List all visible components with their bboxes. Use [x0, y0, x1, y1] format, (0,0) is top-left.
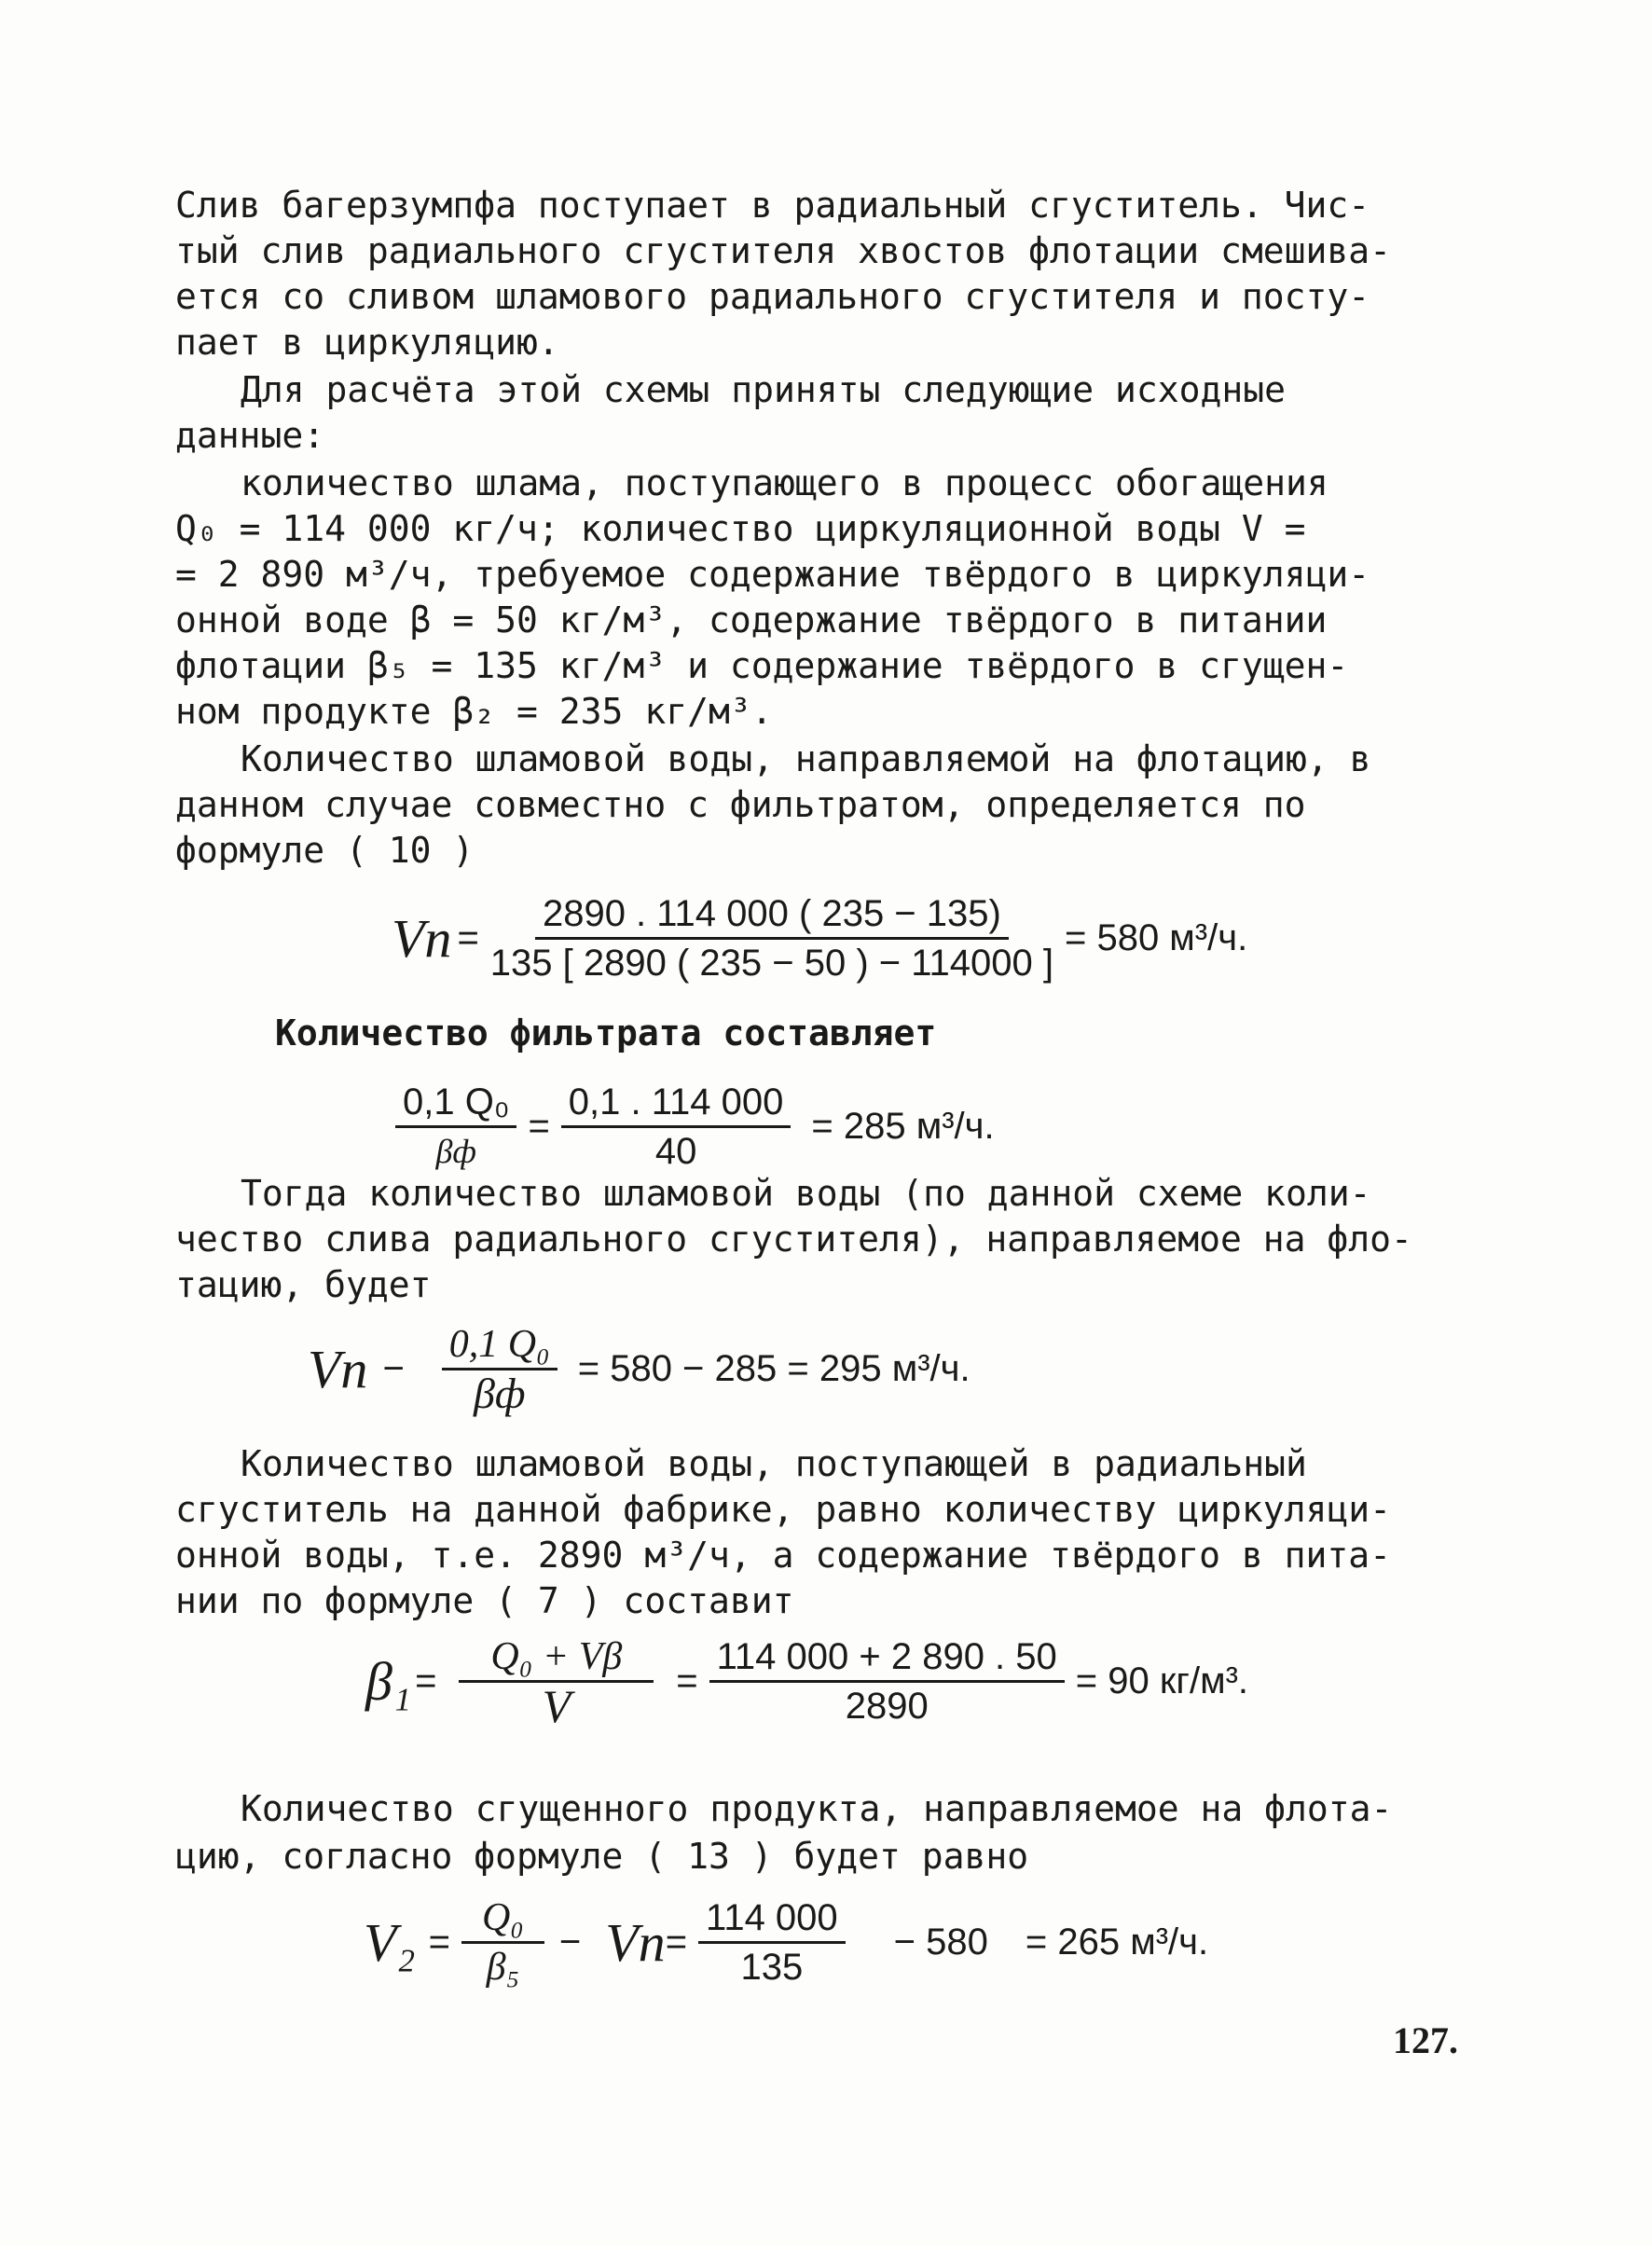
minus-sign: − — [382, 1348, 405, 1389]
text-line: ется со сливом шламового радиального сгустителя и посту- — [175, 276, 1370, 317]
text-line: = 2 890 м³/ч, требуемое содержание твёрдого в циркуляци- — [175, 554, 1370, 595]
page-number: 127. — [1393, 2019, 1458, 2061]
text-line: количество шлама, поступающего в процесс обогащения — [241, 462, 1328, 503]
text-line: пает в циркуляцию. — [175, 322, 559, 363]
fraction — [561, 1081, 792, 1172]
text-line: чество слива радиального сгустителя), направляемое на фло- — [175, 1219, 1412, 1260]
equals-sign: = — [415, 1660, 437, 1701]
equals-sign: = — [457, 917, 479, 958]
text-line: Количество шламовой воды, направляемой на флотацию, в — [241, 738, 1371, 779]
equals-sign: = — [676, 1660, 698, 1701]
text-line: Q₀ = 114 000 кг/ч; количество циркуляционной воды V = — [175, 508, 1306, 549]
text-line: тацию, будет — [175, 1264, 432, 1305]
numerator: 114 000 + 2 890 . 50 — [709, 1636, 1065, 1683]
formula-result: = 580 м³/ч. — [1064, 917, 1248, 958]
paragraph-7 — [175, 1441, 1518, 1624]
numerator: Q₀ + Vβ — [459, 1636, 654, 1683]
fraction — [490, 893, 1053, 984]
paragraph-1 — [175, 183, 1518, 365]
numerator: 0,1 . 114 000 — [561, 1081, 792, 1128]
denominator: V — [542, 1680, 571, 1732]
denominator: 135 — [740, 1947, 804, 1988]
equals-sign: = — [528, 1106, 550, 1147]
formula-beta1 — [365, 1635, 1248, 1732]
equals-sign: = — [665, 1921, 688, 1963]
formula-lhs: Vп — [392, 908, 452, 969]
text-line: нии по формуле ( 7 ) составит — [175, 1580, 794, 1621]
text-line: Слив багерзумпфа поступает в радиальный сгуститель. Чис- — [175, 185, 1370, 226]
text-line: ном продукте β₂ = 235 кг/м³. — [175, 691, 773, 732]
numerator: 2890 . 114 000 ( 235 − 135) — [535, 893, 1009, 940]
formula-sludge-water — [308, 1323, 971, 1417]
formula-result: = 285 м³/ч. — [811, 1106, 995, 1147]
text-line: Для расчёта этой схемы приняты следующие исходные — [241, 369, 1287, 410]
denominator: βф — [473, 1370, 526, 1417]
formula-rest: − 580 — [893, 1921, 988, 1963]
paragraph-4 — [175, 737, 1518, 874]
formula-vn — [392, 893, 1247, 984]
text-line: онной воде β = 50 кг/м³, содержание твёрдого в питании — [175, 599, 1328, 640]
denominator: βф — [435, 1133, 476, 1170]
text-line: Количество фильтрата составляет — [275, 1012, 937, 1054]
text-line: онной воды, т.е. 2890 м³/ч, а содержание твёрдого в пита- — [175, 1535, 1392, 1576]
denominator: 135 [ 2890 ( 235 − 50 ) − 114000 ] — [489, 943, 1053, 984]
fraction — [461, 1897, 544, 1988]
text-line: флотации β₅ = 135 кг/м³ и содержание твёрдого в сгущен- — [175, 645, 1349, 686]
numerator: Q₀ — [461, 1897, 544, 1944]
formula-result: = 265 м³/ч. — [1025, 1921, 1209, 1963]
paragraph-5 — [275, 1011, 1618, 1056]
formula-result: = 580 − 285 = 295 м³/ч. — [577, 1348, 971, 1389]
formula-lhs: Vп — [308, 1339, 368, 1399]
text-line: формуле ( 10 ) — [175, 830, 475, 871]
paragraph-8 — [175, 1785, 1518, 1880]
numerator: 0,1 Q₀ — [395, 1081, 516, 1128]
denominator: 40 — [654, 1131, 697, 1172]
text-line: Количество шламовой воды, поступающей в радиальный — [241, 1443, 1307, 1484]
text-line: цию, согласно формуле ( 13 ) будет равно — [175, 1836, 1029, 1877]
text-line: Количество сгущенного продукта, направляемое на флота- — [241, 1788, 1393, 1829]
numerator: 0,1 Q₀ — [442, 1324, 558, 1370]
text-line: сгуститель на данной фабрике, равно количеству циркуляци- — [175, 1489, 1392, 1530]
fraction — [698, 1897, 846, 1988]
formula-v2 — [364, 1897, 1208, 1988]
fraction — [395, 1081, 516, 1172]
formula-lhs: β₁ — [365, 1651, 412, 1712]
text-line: данном случае совместно с фильтратом, определяется по — [175, 784, 1306, 825]
denominator: 2890 — [845, 1686, 929, 1727]
paragraph-6 — [175, 1171, 1518, 1308]
formula-lhs: V₂ — [364, 1912, 416, 1973]
formula-result: = 90 кг/м³. — [1075, 1660, 1248, 1701]
vn-symbol: Vп — [605, 1912, 666, 1973]
fraction — [459, 1635, 654, 1732]
denominator: β₅ — [486, 1946, 520, 1989]
text-line: данные: — [175, 415, 325, 456]
numerator: 114 000 — [698, 1897, 846, 1944]
text-line: тый слив радиального сгустителя хвостов флотации смешива- — [175, 230, 1392, 271]
paragraph-3 — [175, 461, 1518, 735]
formula-filtrate — [384, 1081, 995, 1172]
text-line: Тогда количество шламовой воды (по данной схеме коли- — [241, 1173, 1371, 1214]
equals-sign: = — [428, 1921, 450, 1963]
paragraph-2 — [175, 367, 1518, 459]
minus-sign: − — [558, 1921, 582, 1963]
fraction — [709, 1636, 1065, 1727]
fraction — [442, 1323, 558, 1417]
